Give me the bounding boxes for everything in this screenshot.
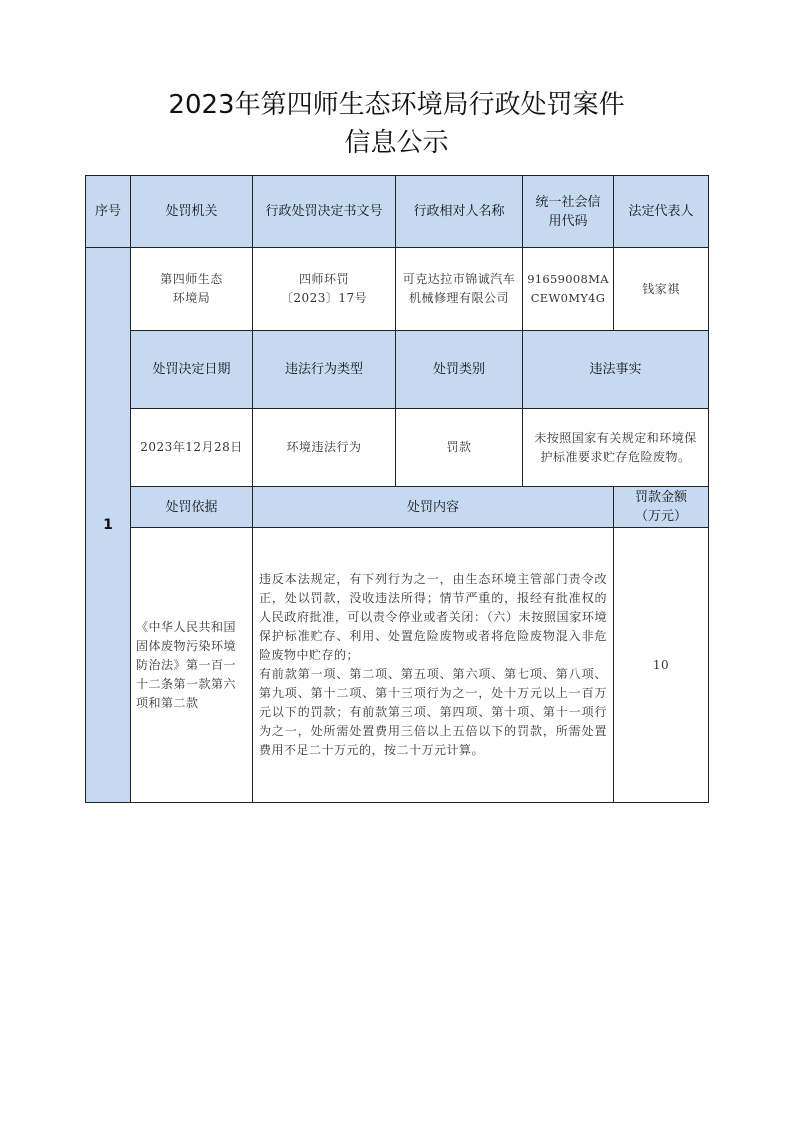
page-subtitle: 信息公示 [344, 128, 449, 158]
record-decision-date: 2023年12月28日 [131, 409, 253, 487]
record-authority-text: 第四师生态环境局 [160, 272, 223, 305]
record-doc-no-line1: 四师环罚 [298, 272, 349, 286]
record-credit-code-text: 91659008MACEW0MY4G [527, 272, 609, 305]
record-doc-no [253, 248, 396, 331]
record-credit-code [523, 248, 614, 331]
header-violation-facts: 违法事实 [523, 331, 709, 409]
record-legal-rep: 钱家祺 [614, 248, 709, 331]
record-party [396, 248, 523, 331]
record-party-text: 可克达拉市锦诚汽车机械修理有限公司 [402, 272, 516, 305]
record-content-p1: 违反本法规定，有下列行为之一，由生态环境主管部门责令改正，处以罚款，没收违法所得；情节严重的，报经有批准权的人民政府批准，可以责令停业或者关闭：（六）未按照国家环境保护标准贮存、利用、处置危险废物或者将危险废物混入非危险废物中贮存的； [259, 572, 607, 662]
record-basis [131, 528, 253, 803]
penalty-info-table [85, 175, 709, 803]
header-party: 行政相对人名称 [396, 176, 523, 248]
record-violation-type: 环境违法行为 [253, 409, 396, 487]
header-doc-no: 行政处罚决定书文号 [253, 176, 396, 248]
record-content [253, 528, 614, 803]
record-authority [131, 248, 253, 331]
header-legal-rep: 法定代表人 [614, 176, 709, 248]
header-penalty-category: 处罚类别 [396, 331, 523, 409]
page-title: 2023年第四师生态环境局行政处罚案件 [168, 90, 625, 120]
record-violation-facts-text: 未按照国家有关规定和环境保护标准要求贮存危险废物。 [534, 430, 697, 464]
header-credit-code-text: 统一社会信用代码 [535, 194, 601, 229]
header-credit-code [523, 176, 614, 248]
header-authority: 处罚机关 [131, 176, 253, 248]
header-violation-type: 违法行为类型 [253, 331, 396, 409]
header-amount-text: 罚款金额（万元） [634, 490, 687, 524]
header-basis: 处罚依据 [131, 487, 253, 528]
record-content-p2: 有前款第一项、第二项、第五项、第六项、第七项、第八项、第九项、第十二项、第十三项行为之一，处十万元以上一百万元以下的罚款；有前款第三项、第四项、第十项、第十一项行为之一，处所需处置费用三倍以上五倍以下的罚款，所需处置费用不足二十万元的，按二十万元计算。 [259, 667, 607, 757]
record-violation-facts [523, 409, 709, 487]
record-seq: 1 [86, 248, 131, 803]
record-basis-text: 《中华人民共和国固体废物污染环境防治法》第一百一十二条第一款第六项和第二款 [136, 619, 237, 710]
header-seq: 序号 [86, 176, 131, 248]
record-doc-no-line2: 〔2023〕17号 [280, 291, 368, 305]
record-amount: 10 [614, 528, 709, 803]
header-decision-date: 处罚决定日期 [131, 331, 253, 409]
header-amount [614, 487, 709, 528]
header-content: 处罚内容 [253, 487, 614, 528]
record-penalty-category: 罚款 [396, 409, 523, 487]
